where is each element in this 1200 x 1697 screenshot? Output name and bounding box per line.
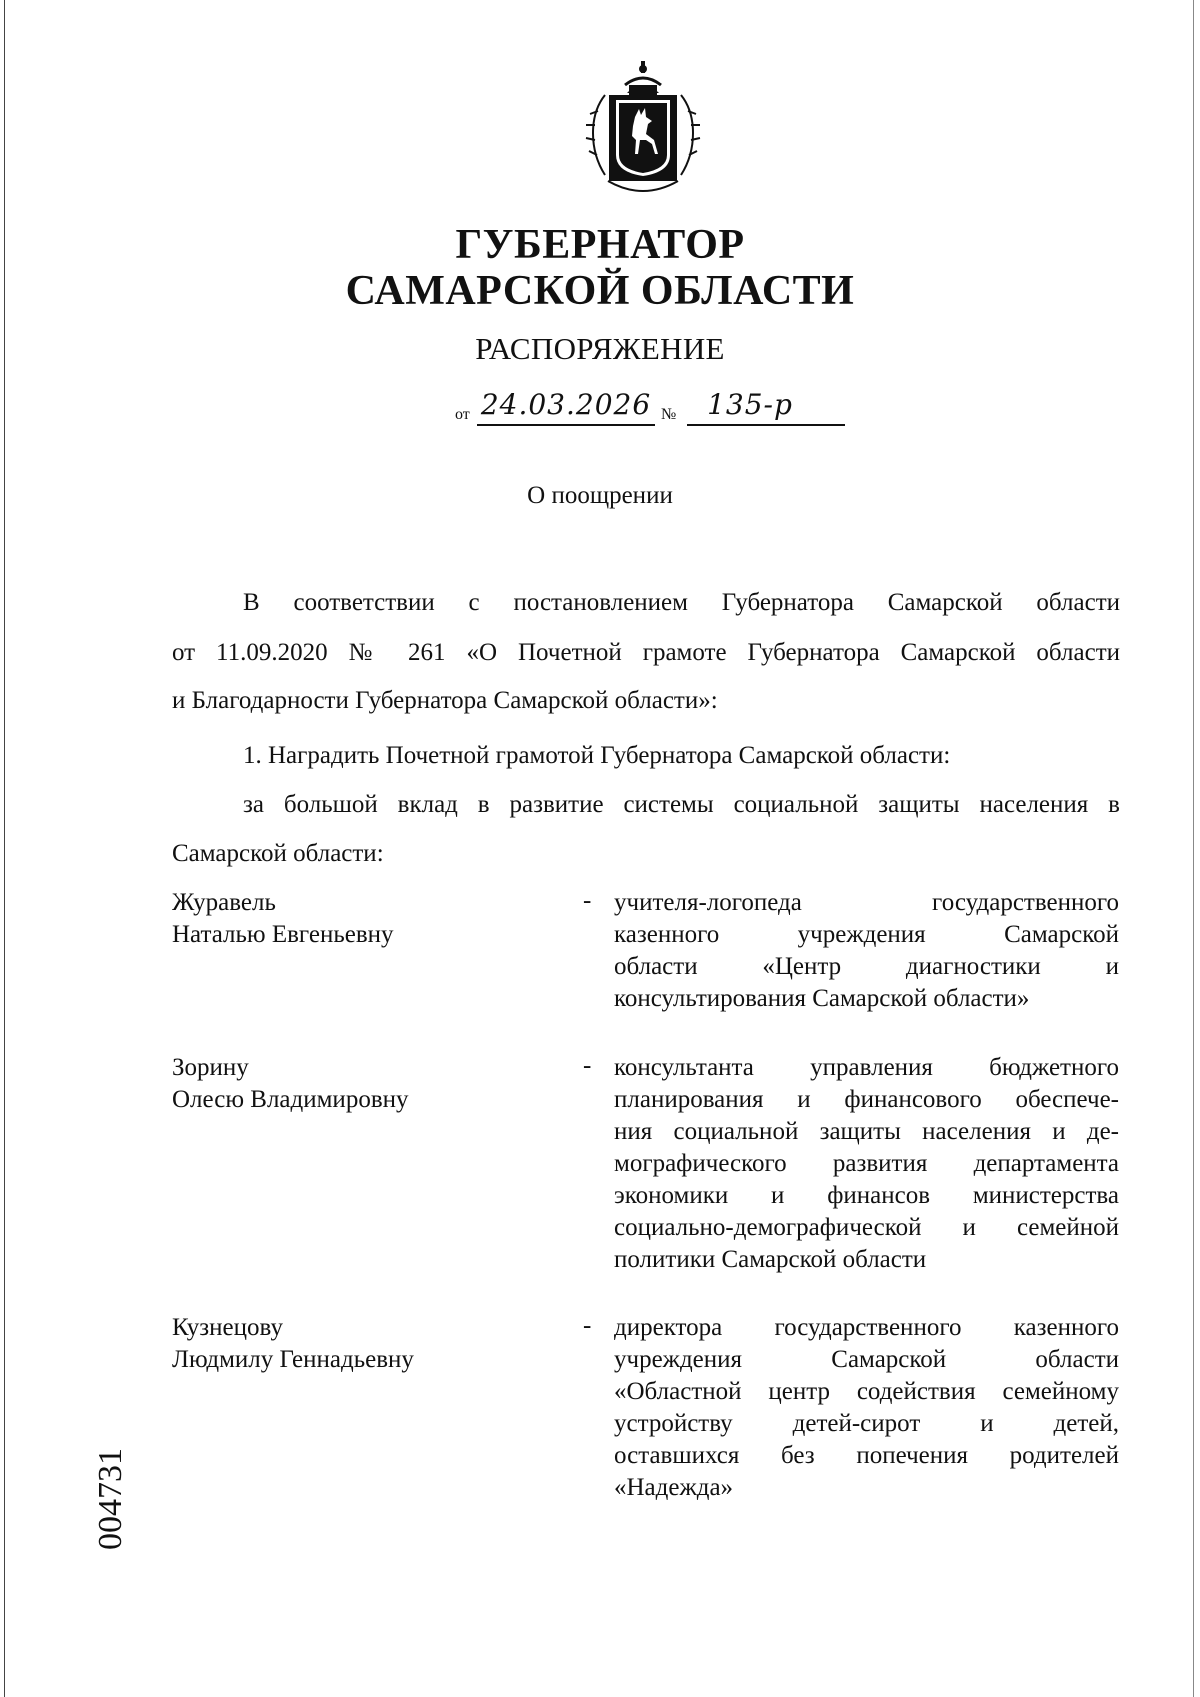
description-line: оставшихся без попечения родителей xyxy=(614,1442,1119,1469)
description-line: экономики и финансов министерства xyxy=(614,1182,1119,1209)
handwritten-number: 135-р xyxy=(707,388,793,421)
intro-line-1: В соответствии с постановлением Губернатора Самарской области xyxy=(243,589,1120,616)
description-line: казенного учреждения Самарской xyxy=(614,921,1119,948)
description-line: политики Самарской области xyxy=(614,1246,927,1273)
document-subject: О поощрении xyxy=(527,482,673,509)
awardee-given-names: Олесю Владимировну xyxy=(172,1086,409,1113)
awardee-name xyxy=(172,1052,409,1116)
awardee-name xyxy=(172,1312,414,1376)
serial-number: 004731 xyxy=(92,1448,129,1550)
description-line: мографического развития департамента xyxy=(614,1150,1119,1177)
description-line: консультирования Самарской области» xyxy=(614,985,1030,1012)
intro-line-3: и Благодарности Губернатора Самарской области»: xyxy=(172,687,718,714)
awardee-description xyxy=(614,1052,1119,1276)
awardee-description xyxy=(614,1312,1119,1504)
issuer-title-line2: САМАРСКОЙ ОБЛАСТИ xyxy=(345,268,855,314)
coat-of-arms-emblem xyxy=(583,55,703,205)
description-line: области «Центр диагностики и xyxy=(614,953,1119,980)
description-line: учреждения Самарской области xyxy=(614,1346,1119,1373)
reason-line-2: Самарской области: xyxy=(172,840,384,867)
awardee-surname: Зорину xyxy=(172,1054,249,1081)
awardee-surname: Кузнецову xyxy=(172,1314,283,1341)
issuer-title-line1: ГУБЕРНАТОР xyxy=(455,222,745,268)
awardee-dash: - xyxy=(583,887,592,914)
description-line: «Надежда» xyxy=(614,1474,734,1501)
date-underline xyxy=(477,424,655,426)
awardee-name xyxy=(172,887,394,951)
description-line: консультанта управления бюджетного xyxy=(614,1054,1119,1081)
awardee-dash: - xyxy=(583,1312,592,1339)
description-line: планирования и финансового обеспече- xyxy=(614,1086,1119,1113)
date-prefix: от xyxy=(455,406,470,423)
awardee-description xyxy=(614,887,1119,1015)
awardee-dash: - xyxy=(583,1052,592,1079)
description-line: устройству детей-сирот и детей, xyxy=(614,1410,1119,1437)
description-line: социально-демографической и семейной xyxy=(614,1214,1119,1241)
document-type: РАСПОРЯЖЕНИЕ xyxy=(475,331,725,366)
description-line: учителя-логопеда государственного xyxy=(614,889,1119,916)
item-1-text: 1. Наградить Почетной грамотой Губернатора Самарской области: xyxy=(243,742,951,769)
description-line: директора государственного казенного xyxy=(614,1314,1119,1341)
awardee-given-names: Наталью Евгеньевну xyxy=(172,921,394,948)
number-underline xyxy=(687,424,845,426)
description-line: ния социальной защиты населения и де- xyxy=(614,1118,1119,1145)
awardee-surname: Журавель xyxy=(172,889,276,916)
intro-line-2: от 11.09.2020 № 261 «О Почетной грамоте Губернатора Самарской области xyxy=(172,639,1120,666)
awardee-given-names: Людмилу Геннадьевну xyxy=(172,1346,414,1373)
number-prefix: № xyxy=(661,406,677,423)
handwritten-date: 24.03.2026 xyxy=(480,388,652,421)
reason-line-1: за большой вклад в развитие системы социальной защиты населения в xyxy=(243,791,1120,818)
description-line: «Областной центр содействия семейному xyxy=(614,1378,1119,1405)
